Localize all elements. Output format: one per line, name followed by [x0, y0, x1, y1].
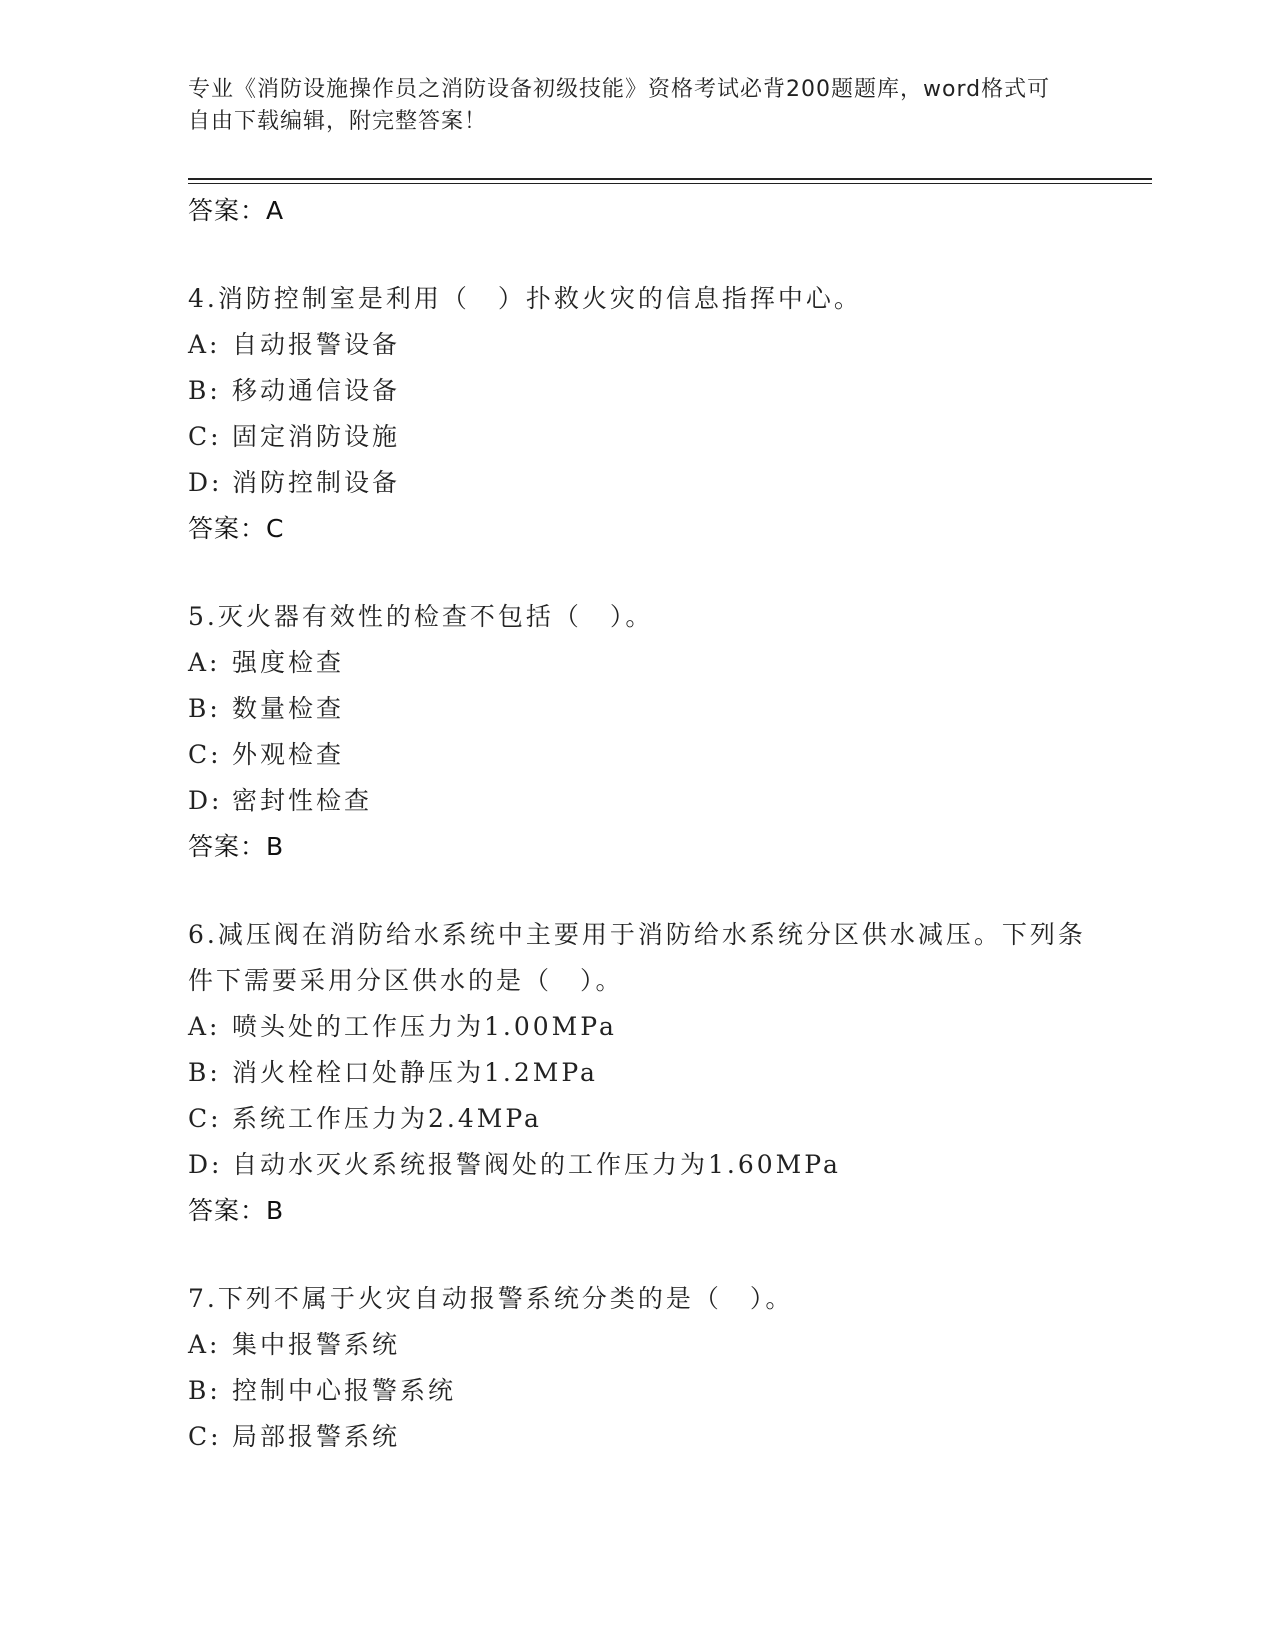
option-d [188, 778, 1088, 824]
header-rule-thick [188, 178, 1152, 180]
option-key: B: [188, 1376, 221, 1405]
option-a [188, 322, 1088, 368]
document-header: 专业《消防设施操作员之消防设备初级技能》资格考试必背200题题库，word格式可自由下载编辑，附完整答案！ [188, 77, 1051, 134]
option-c [188, 1414, 1088, 1460]
option-text: 集中报警系统 [232, 1330, 401, 1359]
option-key: A: [188, 1330, 221, 1359]
option-text: 局部报警系统 [232, 1422, 401, 1451]
option-key: A: [188, 1012, 221, 1041]
option-b [188, 1050, 1088, 1096]
option-key: B: [188, 1058, 221, 1087]
option-key: C: [188, 740, 222, 769]
option-text: 自动报警设备 [232, 330, 401, 359]
option-d [188, 460, 1088, 506]
option-a [188, 1004, 1088, 1050]
option-key: D: [188, 468, 223, 497]
option-text: 系统工作压力为2.4MPa [232, 1104, 542, 1133]
option-text: 控制中心报警系统 [232, 1376, 457, 1405]
option-text: 外观检查 [232, 740, 345, 769]
question-block [188, 276, 1088, 552]
option-text: 消防控制设备 [232, 468, 401, 497]
option-b [188, 368, 1088, 414]
question-content [188, 188, 1088, 1460]
option-key: D: [188, 786, 223, 815]
option-text: 固定消防设施 [232, 422, 401, 451]
answer-line: 答案：B [188, 832, 285, 861]
question-stem: 6.减压阀在消防给水系统中主要用于消防给水系统分区供水减压。下列条件下需要采用分区供水的是（ ）。 [188, 920, 1086, 995]
header-rule-thin [188, 183, 1152, 184]
option-c [188, 732, 1088, 778]
option-c [188, 414, 1088, 460]
option-text: 移动通信设备 [232, 376, 401, 405]
question-block [188, 594, 1088, 870]
question-stem: 5.灭火器有效性的检查不包括（ ）。 [188, 602, 654, 631]
option-key: B: [188, 376, 221, 405]
option-text: 自动水灭火系统报警阀处的工作压力为1.60MPa [232, 1150, 841, 1179]
answer-line: 答案：A [188, 196, 285, 225]
option-key: C: [188, 422, 222, 451]
question-block [188, 1276, 1088, 1460]
option-text: 消火栓栓口处静压为1.2MPa [232, 1058, 598, 1087]
option-key: C: [188, 1422, 222, 1451]
question-stem: 7.下列不属于火灾自动报警系统分类的是（ ）。 [188, 1284, 794, 1313]
option-a [188, 1322, 1088, 1368]
answer-line: 答案：C [188, 514, 285, 543]
answer-line: 答案：B [188, 1196, 285, 1225]
question-stem: 4.消防控制室是利用（ ）扑救火灾的信息指挥中心。 [188, 284, 862, 313]
question-block [188, 912, 1088, 1234]
option-key: A: [188, 330, 221, 359]
option-b [188, 1368, 1088, 1414]
option-text: 数量检查 [232, 694, 345, 723]
option-d [188, 1142, 1088, 1188]
option-b [188, 686, 1088, 732]
option-key: B: [188, 694, 221, 723]
option-text: 强度检查 [232, 648, 345, 677]
option-key: A: [188, 648, 221, 677]
option-text: 密封性检查 [232, 786, 373, 815]
option-a [188, 640, 1088, 686]
option-key: D: [188, 1150, 223, 1179]
option-key: C: [188, 1104, 222, 1133]
option-c [188, 1096, 1088, 1142]
option-text: 喷头处的工作压力为1.00MPa [232, 1012, 617, 1041]
